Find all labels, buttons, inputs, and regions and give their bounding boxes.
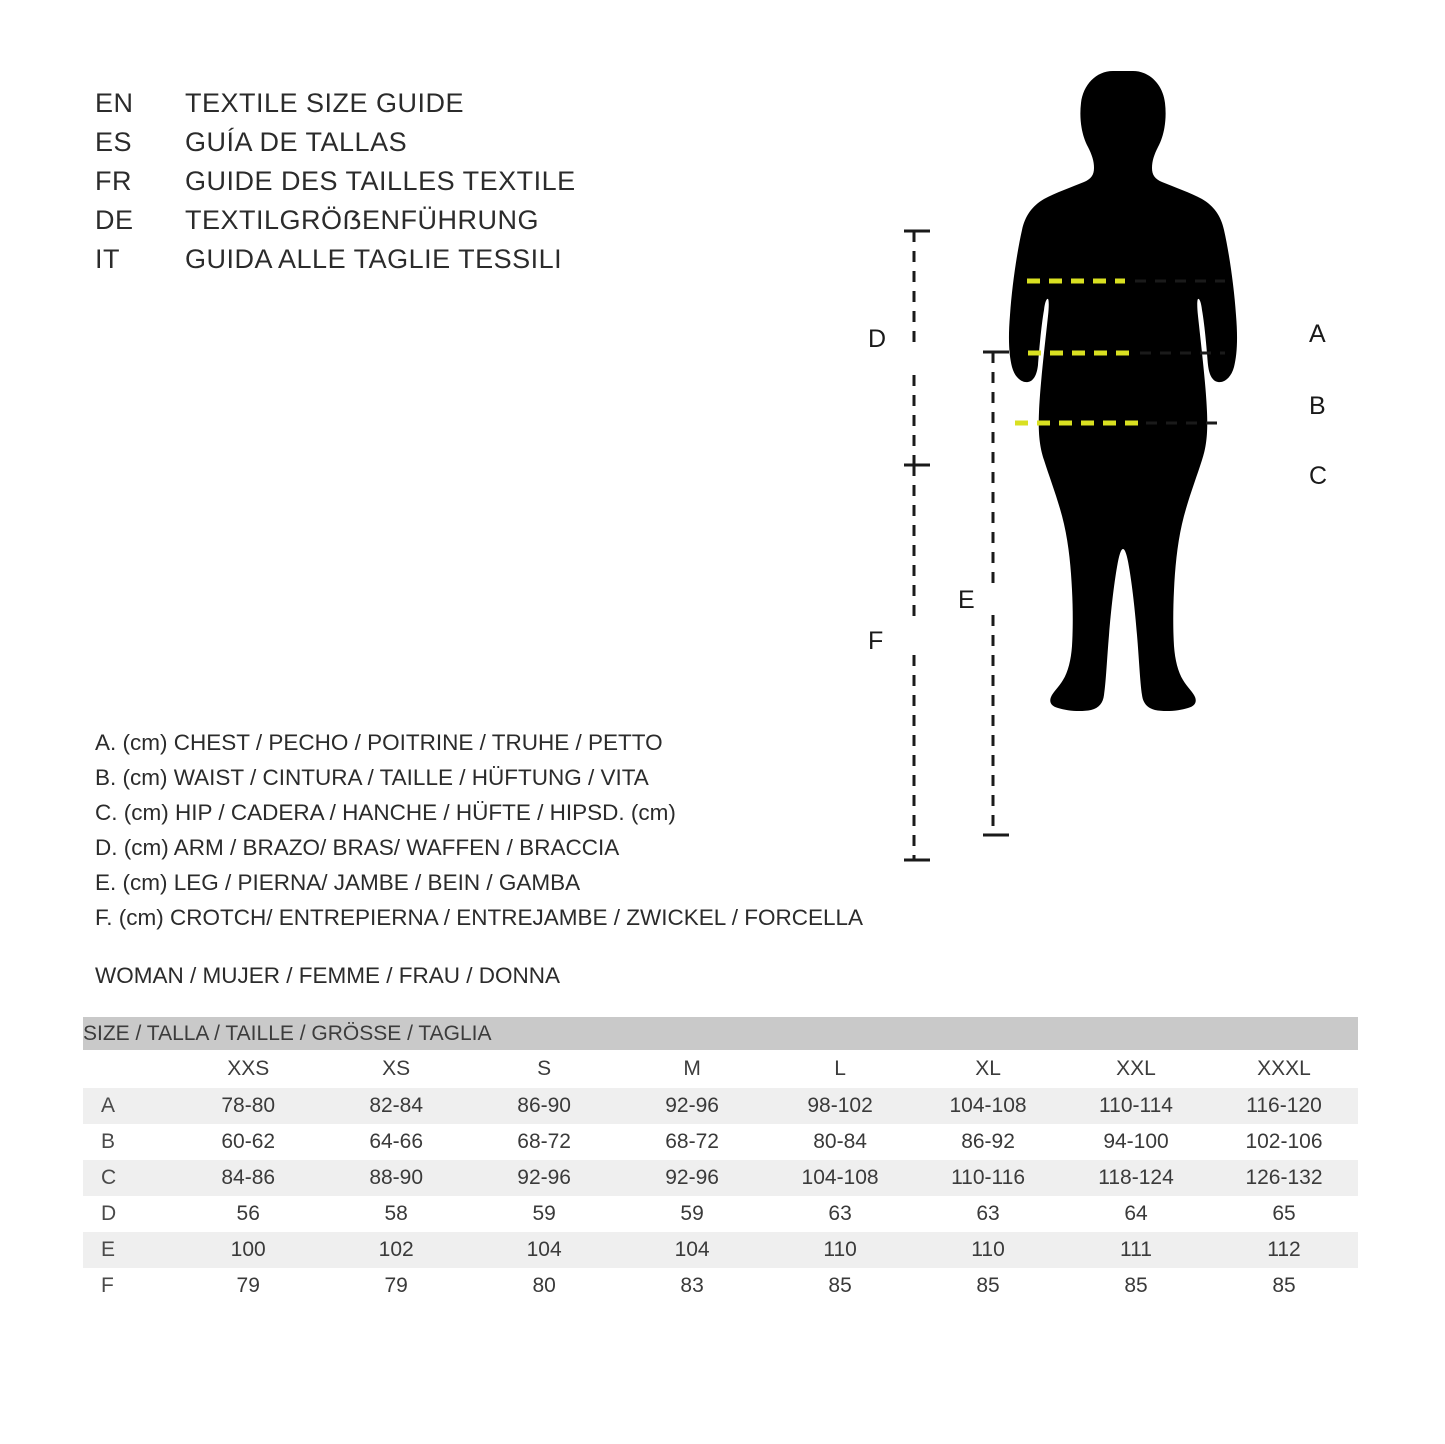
body-measurement-diagram xyxy=(830,55,1390,895)
marker-label-a: A xyxy=(1309,320,1326,348)
cell-a-xxxl: 116-120 xyxy=(1210,1088,1358,1124)
marker-label-d: D xyxy=(868,325,887,353)
cell-e-l: 110 xyxy=(766,1232,914,1268)
size-table-container xyxy=(83,1017,1358,1304)
table-band-row xyxy=(83,1017,1358,1050)
col-head-xl: XL xyxy=(914,1050,1062,1088)
table-row xyxy=(83,1124,1358,1160)
legend-item-b: B. (cm) WAIST / CINTURA / TAILLE / HÜFTUNG / VITA xyxy=(95,765,649,790)
cell-e-xxxl: 112 xyxy=(1210,1232,1358,1268)
cell-d-xxxl: 65 xyxy=(1210,1196,1358,1232)
marker-label-b: B xyxy=(1309,392,1326,420)
cell-f-xxxl: 85 xyxy=(1210,1268,1358,1304)
title-text-fr: GUIDE DES TAILLES TEXTILE xyxy=(185,166,576,196)
cell-f-m: 83 xyxy=(618,1268,766,1304)
bracket-d xyxy=(904,231,930,465)
cell-a-xs: 82-84 xyxy=(322,1088,470,1124)
cell-e-m: 104 xyxy=(618,1232,766,1268)
cell-d-xxs: 56 xyxy=(174,1196,322,1232)
title-text-de: TEXTILGRÖẞENFÜHRUNG xyxy=(185,205,539,235)
table-band-label: SIZE / TALLA / TAILLE / GRÖSSE / TAGLIA xyxy=(83,1017,1358,1050)
cell-f-xxs: 79 xyxy=(174,1268,322,1304)
cell-b-xs: 64-66 xyxy=(322,1124,470,1160)
row-label-c: C xyxy=(83,1160,174,1196)
bracket-f xyxy=(904,465,930,860)
legend-item-a: A. (cm) CHEST / PECHO / POITRINE / TRUHE / PETTO xyxy=(95,730,663,755)
cell-b-xxl: 94-100 xyxy=(1062,1124,1210,1160)
cell-a-xxs: 78-80 xyxy=(174,1088,322,1124)
title-lang-de: DE xyxy=(95,205,134,235)
legend-item-e: E. (cm) LEG / PIERNA/ JAMBE / BEIN / GAMBA xyxy=(95,870,581,895)
col-head-xs: XS xyxy=(322,1050,470,1088)
cell-b-l: 80-84 xyxy=(766,1124,914,1160)
woman-silhouette-icon xyxy=(1009,71,1237,711)
title-row-en xyxy=(95,88,576,127)
title-row-it xyxy=(95,244,576,283)
title-row-es xyxy=(95,127,576,166)
legend-item-f: F. (cm) CROTCH/ ENTREPIERNA / ENTREJAMBE / ZWICKEL / FORCELLA xyxy=(95,905,863,930)
cell-c-xl: 110-116 xyxy=(914,1160,1062,1196)
cell-a-xl: 104-108 xyxy=(914,1088,1062,1124)
col-head-l: L xyxy=(766,1050,914,1088)
cell-b-xxxl: 102-106 xyxy=(1210,1124,1358,1160)
cell-a-m: 92-96 xyxy=(618,1088,766,1124)
title-lang-en: EN xyxy=(95,88,134,118)
cell-d-m: 59 xyxy=(618,1196,766,1232)
col-head-xxxl: XXXL xyxy=(1210,1050,1358,1088)
cell-f-xl: 85 xyxy=(914,1268,1062,1304)
row-label-f: F xyxy=(83,1268,174,1304)
cell-d-s: 59 xyxy=(470,1196,618,1232)
title-text-es: GUÍA DE TALLAS xyxy=(185,127,408,157)
bracket-e xyxy=(983,352,1009,835)
col-head-rowlabel xyxy=(83,1050,174,1088)
row-label-b: B xyxy=(83,1124,174,1160)
marker-label-c: C xyxy=(1309,462,1328,490)
cell-c-xxl: 118-124 xyxy=(1062,1160,1210,1196)
col-head-xxl: XXL xyxy=(1062,1050,1210,1088)
measurement-legend xyxy=(95,725,863,935)
cell-d-xl: 63 xyxy=(914,1196,1062,1232)
cell-c-m: 92-96 xyxy=(618,1160,766,1196)
title-text-it: GUIDA ALLE TAGLIE TESSILI xyxy=(185,244,563,274)
cell-c-xs: 88-90 xyxy=(322,1160,470,1196)
cell-a-xxl: 110-114 xyxy=(1062,1088,1210,1124)
table-column-header-row xyxy=(83,1050,1358,1088)
cell-a-l: 98-102 xyxy=(766,1088,914,1124)
table-row xyxy=(83,1088,1358,1124)
cell-b-xl: 86-92 xyxy=(914,1124,1062,1160)
row-label-d: D xyxy=(83,1196,174,1232)
marker-label-e: E xyxy=(958,586,975,614)
cell-b-xxs: 60-62 xyxy=(174,1124,322,1160)
table-row xyxy=(83,1268,1358,1304)
cell-e-s: 104 xyxy=(470,1232,618,1268)
title-row-de xyxy=(95,205,576,244)
col-head-s: S xyxy=(470,1050,618,1088)
marker-label-f: F xyxy=(868,627,884,655)
title-text-en: TEXTILE SIZE GUIDE xyxy=(185,88,465,118)
title-lang-fr: FR xyxy=(95,166,132,196)
row-label-a: A xyxy=(83,1088,174,1124)
title-lang-es: ES xyxy=(95,127,133,157)
cell-f-xs: 79 xyxy=(322,1268,470,1304)
col-head-m: M xyxy=(618,1050,766,1088)
cell-d-xxl: 64 xyxy=(1062,1196,1210,1232)
title-lang-it: IT xyxy=(95,244,120,274)
cell-b-m: 68-72 xyxy=(618,1124,766,1160)
gender-group-label: WOMAN / MUJER / FEMME / FRAU / DONNA xyxy=(95,963,560,988)
row-label-e: E xyxy=(83,1232,174,1268)
table-row xyxy=(83,1232,1358,1268)
cell-d-l: 63 xyxy=(766,1196,914,1232)
cell-a-s: 86-90 xyxy=(470,1088,618,1124)
cell-c-xxxl: 126-132 xyxy=(1210,1160,1358,1196)
col-head-xxs: XXS xyxy=(174,1050,322,1088)
cell-d-xs: 58 xyxy=(322,1196,470,1232)
title-block xyxy=(95,88,576,283)
size-table xyxy=(83,1017,1358,1304)
table-row xyxy=(83,1160,1358,1196)
cell-c-s: 92-96 xyxy=(470,1160,618,1196)
cell-f-xxl: 85 xyxy=(1062,1268,1210,1304)
cell-f-s: 80 xyxy=(470,1268,618,1304)
cell-f-l: 85 xyxy=(766,1268,914,1304)
cell-c-xxs: 84-86 xyxy=(174,1160,322,1196)
cell-b-s: 68-72 xyxy=(470,1124,618,1160)
table-row xyxy=(83,1196,1358,1232)
title-row-fr xyxy=(95,166,576,205)
cell-e-xs: 102 xyxy=(322,1232,470,1268)
legend-item-c: C. (cm) HIP / CADERA / HANCHE / HÜFTE / HIPSD. (cm) xyxy=(95,800,676,825)
cell-e-xl: 110 xyxy=(914,1232,1062,1268)
legend-item-d: D. (cm) ARM / BRAZO/ BRAS/ WAFFEN / BRACCIA xyxy=(95,835,620,860)
cell-e-xxl: 111 xyxy=(1062,1232,1210,1268)
cell-c-l: 104-108 xyxy=(766,1160,914,1196)
cell-e-xxs: 100 xyxy=(174,1232,322,1268)
